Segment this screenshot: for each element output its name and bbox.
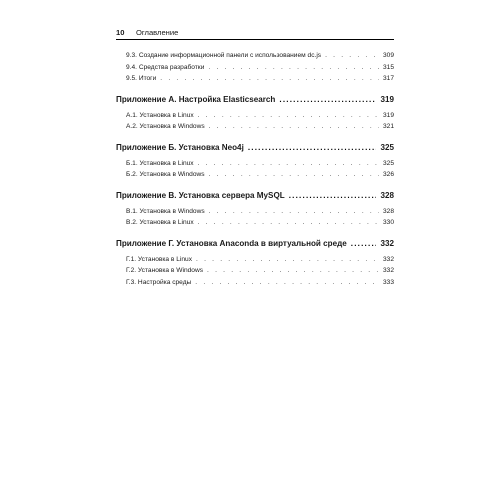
toc-entry-label: В.1. Установка в Windows [126,207,205,215]
dot-leader [209,169,379,181]
dot-leader [198,217,379,229]
dot-leader [209,206,379,218]
appendix-title: Приложение В. Установка сервера MySQL [116,190,285,200]
toc-entry-label: А.2. Установка в Windows [126,123,205,130]
toc-entry-page: 309 [382,52,394,59]
toc-entry-page: 328 [382,207,394,215]
toc-entry-label: Г.2. Установка в Windows [126,267,204,274]
toc-entry-label: Г.3. Настройка среды [126,278,192,286]
appendix-title: Приложение Б. Установка Neo4j [116,142,244,152]
appendix-title: Приложение Г. Установка Anaconda в виртуальной среде [116,238,347,248]
appendix-page: 319 [380,94,394,104]
toc-entry[interactable] [116,277,394,289]
toc-entry[interactable] [116,217,394,229]
toc-entry[interactable] [116,73,394,85]
dot-leader [351,237,377,251]
dot-leader [195,277,379,289]
dot-leader [208,62,379,74]
toc-entry-page: 325 [382,159,394,167]
toc-entry[interactable] [116,254,394,266]
dot-leader [209,121,379,133]
dot-leader [279,93,376,107]
appendix-heading[interactable] [116,237,394,251]
dot-leader [160,73,379,85]
toc-entry-label: Б.2. Установка в Windows [126,171,205,178]
page-number: 10 [116,28,125,37]
toc-entry-page: 317 [382,75,394,82]
toc-entry-page: 332 [382,255,394,263]
appendix-heading[interactable] [116,93,394,107]
toc-entry-label: Г.1. Установка в Linux [126,255,193,263]
toc-entry-page: 326 [382,171,394,178]
appendix-title: Приложение А. Настройка Elasticsearch [116,94,276,104]
toc-entry[interactable] [116,110,394,122]
toc-entry-label: Б.1. Установка в Linux [126,159,194,167]
running-header [116,27,394,40]
toc-entry-page: 321 [382,123,394,130]
toc-entry-page: 319 [382,111,394,119]
toc-entry[interactable] [116,62,394,74]
dot-leader [198,110,379,122]
header-title: Оглавление [136,28,179,37]
toc-entry-label: А.1. Установка в Linux [126,111,194,119]
toc-entry-label: 9.3. Создание информационной панели с использованием dc.js [126,52,322,59]
dot-leader [248,141,377,155]
toc-entry[interactable] [116,265,394,277]
toc-entry-label: 9.4. Средства разработки [126,63,205,71]
toc-entry-page: 330 [382,219,394,226]
toc-entry-label: В.2. Установка в Linux [126,219,194,226]
appendix-heading[interactable] [116,189,394,203]
toc-entry[interactable] [116,50,394,62]
toc-entry[interactable] [116,158,394,170]
table-of-contents [116,50,394,288]
dot-leader [196,254,379,266]
toc-entry[interactable] [116,206,394,218]
appendix-page: 328 [380,190,394,200]
dot-leader [325,50,379,62]
appendix-heading[interactable] [116,141,394,155]
appendix-page: 325 [380,142,394,152]
toc-entry-page: 315 [382,63,394,71]
dot-leader [198,158,379,170]
dot-leader [207,265,379,277]
toc-entry-page: 333 [382,278,394,286]
toc-entry-page: 332 [382,267,394,274]
toc-entry[interactable] [116,169,394,181]
toc-entry[interactable] [116,121,394,133]
toc-entry-label: 9.5. Итоги [126,75,157,82]
dot-leader [289,189,377,203]
appendix-page: 332 [380,238,394,248]
